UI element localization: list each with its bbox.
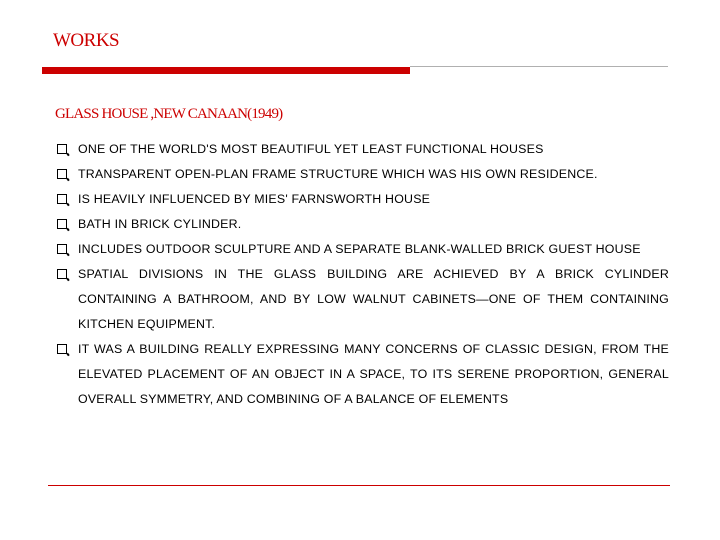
slide-subtitle: GLASS HOUSE ,NEW CANAAN(1949) xyxy=(55,106,283,122)
bullet-item xyxy=(57,212,669,237)
bullet-item xyxy=(57,337,669,412)
bullet-text: IS HEAVILY INFLUENCED BY MIES' FARNSWORTH HOUSE xyxy=(78,192,431,206)
checkbox-q-bullet-icon xyxy=(57,244,67,254)
checkbox-q-bullet-icon xyxy=(57,169,67,179)
bullet-text: BATH IN BRICK CYLINDER. xyxy=(78,217,242,231)
checkbox-q-bullet-icon xyxy=(57,344,67,354)
title-rule-red xyxy=(42,67,410,74)
checkbox-q-bullet-icon xyxy=(57,194,67,204)
bullet-item xyxy=(57,187,669,212)
bullet-list xyxy=(57,137,669,412)
bullet-item xyxy=(57,262,669,337)
footer-rule xyxy=(48,485,670,486)
bullet-text: TRANSPARENT OPEN-PLAN FRAME STRUCTURE WHICH WAS HIS OWN RESIDENCE. xyxy=(78,167,598,181)
bullet-text: ONE OF THE WORLD'S MOST BEAUTIFUL YET LEAST FUNCTIONAL HOUSES xyxy=(78,142,544,156)
bullet-text: IT WAS A BUILDING REALLY EXPRESSING MANY CONCERNS OF CLASSIC DESIGN, FROM THE ELEVATED PLACEMENT OF AN OBJECT IN A SPACE, TO ITS SERENE PROPORTION, GENERAL OVERALL SYMMETRY, AND COMBINING OF A BALANCE OF ELEMENTS xyxy=(78,342,669,406)
bullet-item xyxy=(57,162,669,187)
bullet-text: SPATIAL DIVISIONS IN THE GLASS BUILDING ARE ACHIEVED BY A BRICK CYLINDER CONTAINING A BATHROOM, AND BY LOW WALNUT CABINETS—ONE OF THEM CONTAINING KITCHEN EQUIPMENT. xyxy=(78,267,669,331)
slide-title: WORKS xyxy=(53,30,120,51)
bullet-text: INCLUDES OUTDOOR SCULPTURE AND A SEPARATE BLANK-WALLED BRICK GUEST HOUSE xyxy=(78,242,641,256)
bullet-item xyxy=(57,237,669,262)
checkbox-q-bullet-icon xyxy=(57,269,67,279)
bullet-item xyxy=(57,137,669,162)
title-rule-gray xyxy=(410,66,668,67)
checkbox-q-bullet-icon xyxy=(57,219,67,229)
checkbox-q-bullet-icon xyxy=(57,144,67,154)
